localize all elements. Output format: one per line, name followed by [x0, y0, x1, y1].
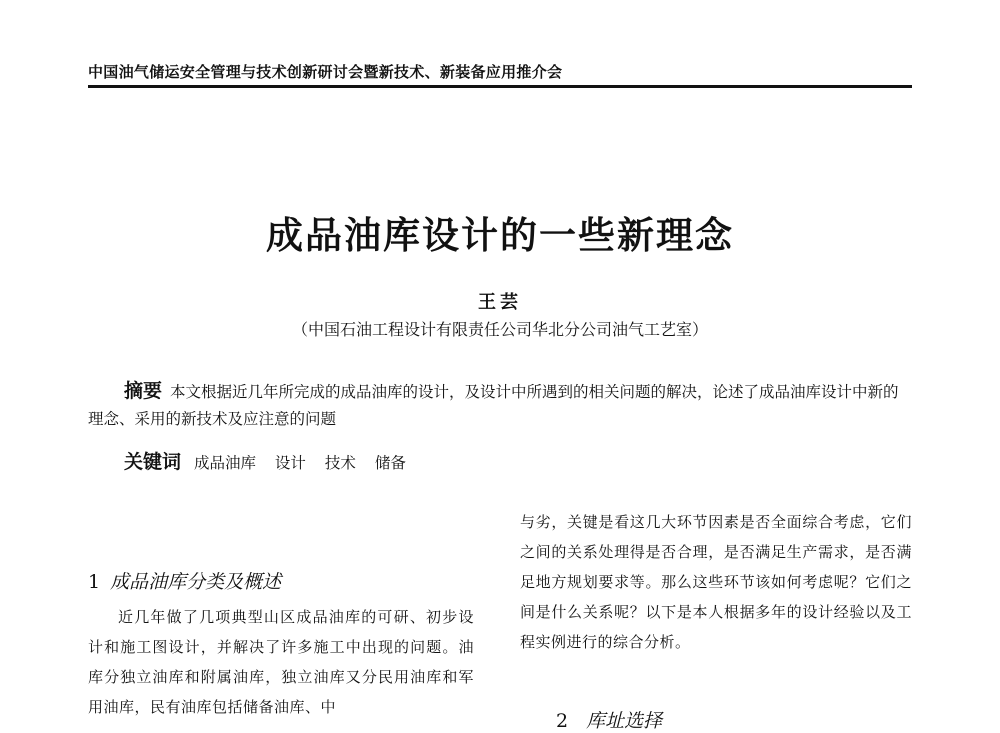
author-name: 王芸	[478, 292, 522, 313]
section-1-paragraph: 近几年做了几项典型山区成品油库的可研、初步设计和施工图设计，并解决了许多施工中出现的问题。油库分独立油库和附属油库，独立油库又分民用油库和军用油库，民有油库包括储备油库、中	[88, 608, 474, 716]
abstract-label: 摘要	[124, 380, 163, 402]
keywords	[124, 447, 914, 474]
right-column-paragraph: 与劣，关键是看这几大环节因素是否全面综合考虑，它们之间的关系处理得是否合理，是否满足生产需求，是否满足地方规划要求等。那么这些环节该如何考虑呢？它们之间是什么关系呢？以下是本人根据多年的设计经验以及工程实例进行的综合分析。	[520, 513, 912, 651]
section-number: 2	[556, 710, 569, 732]
author-affiliation: （中国石油工程设计有限责任公司华北分公司油气工艺室）	[291, 320, 708, 339]
paper-title: 成品油库设计的一些新理念	[266, 214, 734, 257]
section-1-heading	[88, 568, 474, 596]
abstract	[88, 378, 912, 433]
header-rule	[88, 85, 912, 88]
section-title: 成品油库分类及概述	[110, 571, 282, 593]
keywords-label: 关键词	[124, 451, 182, 473]
keyword-item: 成品油库	[193, 454, 256, 472]
keyword-item: 技术	[324, 454, 356, 472]
section-title: 库址选择	[586, 710, 663, 732]
keyword-item: 储备	[374, 454, 406, 472]
abstract-text: 本文根据近几年所完成的成品油库的设计，及设计中所遇到的相关问题的解决，论述了成品油库设计中新的理念、采用的新技术及应注意的问题	[88, 383, 899, 428]
section-number: 1	[88, 571, 101, 593]
left-column	[88, 568, 474, 722]
conference-header: 中国油气储运安全管理与技术创新研讨会暨新技术、新装备应用推介会	[88, 63, 563, 81]
section-2-heading	[556, 706, 662, 733]
keyword-item: 设计	[274, 454, 306, 472]
right-column	[520, 507, 912, 657]
